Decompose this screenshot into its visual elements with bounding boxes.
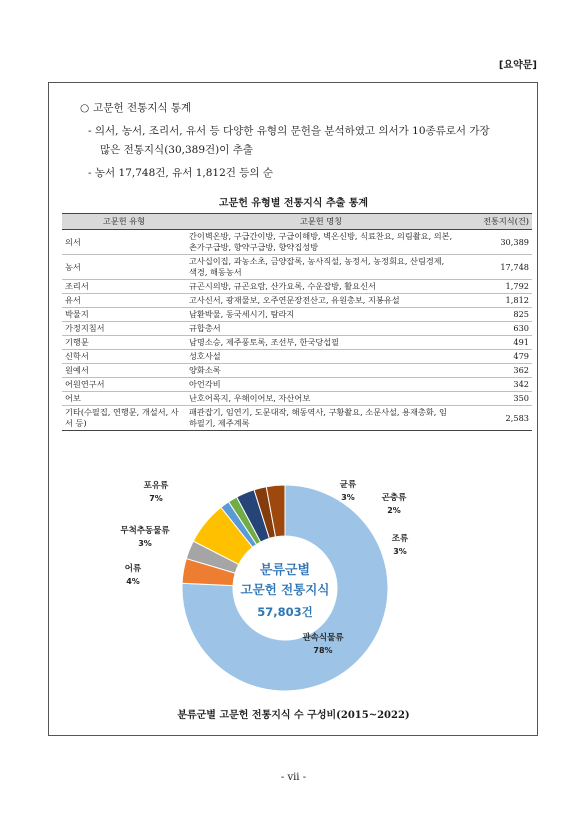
cell-count: 479 bbox=[456, 350, 532, 364]
slice-name-label: 어류 bbox=[124, 564, 142, 574]
section-heading bbox=[80, 100, 191, 115]
cell-count: 350 bbox=[456, 392, 532, 406]
table-row bbox=[62, 308, 532, 322]
slice-percent-label: 4% bbox=[126, 577, 140, 586]
cell-type: 기행문 bbox=[62, 336, 186, 350]
table-row bbox=[62, 255, 532, 280]
cell-count: 491 bbox=[456, 336, 532, 350]
donut-chart-svg bbox=[100, 470, 440, 695]
cell-names: 성호사설 bbox=[186, 350, 456, 364]
cell-names: 간이벽온방, 구급간이방, 구급이해방, 벽온신방, 식료찬요, 의림촬요, 의본, 촌가구급방, 향약구급방, 향약집성방 bbox=[186, 230, 456, 255]
cell-count: 825 bbox=[456, 308, 532, 322]
slice-percent-label: 78% bbox=[313, 646, 333, 655]
table-header-row bbox=[62, 214, 532, 230]
cell-count: 17,748 bbox=[456, 255, 532, 280]
cell-type: 가정지침서 bbox=[62, 322, 186, 336]
bullet-item bbox=[88, 164, 273, 183]
page-number: - vii - bbox=[280, 772, 307, 783]
slice-percent-label: 2% bbox=[387, 506, 401, 515]
chart-title: 분류군별 고문헌 전통지식 수 구성비(2015~2022) bbox=[177, 710, 410, 721]
cell-type: 유서 bbox=[62, 294, 186, 308]
cell-names: 고사신서, 광재물보, 오주연문장전산고, 유원총보, 지봉유설 bbox=[186, 294, 456, 308]
cell-count: 2,583 bbox=[456, 406, 532, 431]
cell-names: 규합총서 bbox=[186, 322, 456, 336]
donut-chart bbox=[100, 470, 440, 695]
slice-percent-label: 3% bbox=[341, 493, 355, 502]
cell-count: 362 bbox=[456, 364, 532, 378]
cell-count: 30,389 bbox=[456, 230, 532, 255]
bullet-line: 많은 전통지식(30,389건)이 추출 bbox=[100, 144, 254, 156]
column-header: 고문헌 유형 bbox=[62, 214, 186, 230]
column-header: 고문헌 명칭 bbox=[186, 214, 456, 230]
table-row bbox=[62, 392, 532, 406]
table-row bbox=[62, 378, 532, 392]
cell-type: 농서 bbox=[62, 255, 186, 280]
slice-percent-label: 3% bbox=[393, 547, 407, 556]
bullet-item bbox=[88, 122, 538, 160]
cell-names: 패관잡기, 임연기, 도문대작, 해동역사, 구황촬요, 소문사설, 용재총화, 임하필기, 제주계록 bbox=[186, 406, 456, 431]
bullet-line: - 농서 17,748건, 유서 1,812건 등의 순 bbox=[88, 167, 273, 179]
slice-name-label: 포유류 bbox=[143, 481, 169, 491]
cell-names: 난호어목지, 우해이어보, 자산어보 bbox=[186, 392, 456, 406]
summary-tag: [요약문] bbox=[498, 60, 537, 71]
cell-type: 기타(수필집, 연행문, 개설서, 사서 등) bbox=[62, 406, 186, 431]
table-row bbox=[62, 294, 532, 308]
cell-type: 어보 bbox=[62, 392, 186, 406]
table-row bbox=[62, 280, 532, 294]
cell-type: 조리서 bbox=[62, 280, 186, 294]
slice-percent-label: 7% bbox=[149, 494, 163, 503]
center-subtitle: 고문헌 전통지식 bbox=[240, 582, 330, 597]
cell-type: 신학서 bbox=[62, 350, 186, 364]
center-title: 분류군별 bbox=[259, 563, 311, 578]
slice-percent-label: 3% bbox=[138, 539, 152, 548]
cell-names: 아언각비 bbox=[186, 378, 456, 392]
cell-names: 남명소승, 제주풍토록, 조선부, 한국당섭필 bbox=[186, 336, 456, 350]
cell-type: 원예서 bbox=[62, 364, 186, 378]
circle-bullet-icon: ○ bbox=[80, 102, 90, 114]
cell-names: 양화소록 bbox=[186, 364, 456, 378]
slice-name-label: 균류 bbox=[339, 480, 357, 490]
cell-type: 의서 bbox=[62, 230, 186, 255]
cell-names: 남환박물, 동국세시기, 탐라지 bbox=[186, 308, 456, 322]
cell-count: 1,812 bbox=[456, 294, 532, 308]
center-total: 57,803건 bbox=[257, 605, 313, 619]
cell-count: 630 bbox=[456, 322, 532, 336]
slice-name-label: 무척추동물류 bbox=[120, 526, 170, 536]
table-row bbox=[62, 406, 532, 431]
cell-count: 342 bbox=[456, 378, 532, 392]
cell-names: 고사십이집, 과농소초, 금양잡록, 농사직설, 농정서, 농정회요, 산림경제, 색경, 해동농서 bbox=[186, 255, 456, 280]
slice-name-label: 조류 bbox=[391, 534, 409, 544]
table-row bbox=[62, 322, 532, 336]
bullet-line: - 의서, 농서, 조리서, 유서 등 다양한 유형의 문헌을 분석하였고 의서가 10종류로서 가장 bbox=[88, 125, 490, 137]
table-title: 고문헌 유형별 전통지식 추출 통계 bbox=[218, 198, 369, 209]
statistics-table bbox=[62, 213, 532, 431]
slice-name-label: 곤충류 bbox=[381, 493, 407, 503]
slice-name-label: 관속식물류 bbox=[302, 633, 344, 643]
table-row bbox=[62, 364, 532, 378]
cell-names: 규곤시의방, 규곤요람, 산가요록, 수운잡방, 활요신서 bbox=[186, 280, 456, 294]
table-row bbox=[62, 230, 532, 255]
cell-count: 1,792 bbox=[456, 280, 532, 294]
section-heading-text: 고문헌 전통지식 통계 bbox=[93, 102, 192, 114]
column-header: 전통지식(건) bbox=[456, 214, 532, 230]
cell-type: 박물지 bbox=[62, 308, 186, 322]
table-row bbox=[62, 350, 532, 364]
table-row bbox=[62, 336, 532, 350]
cell-type: 어원연구서 bbox=[62, 378, 186, 392]
